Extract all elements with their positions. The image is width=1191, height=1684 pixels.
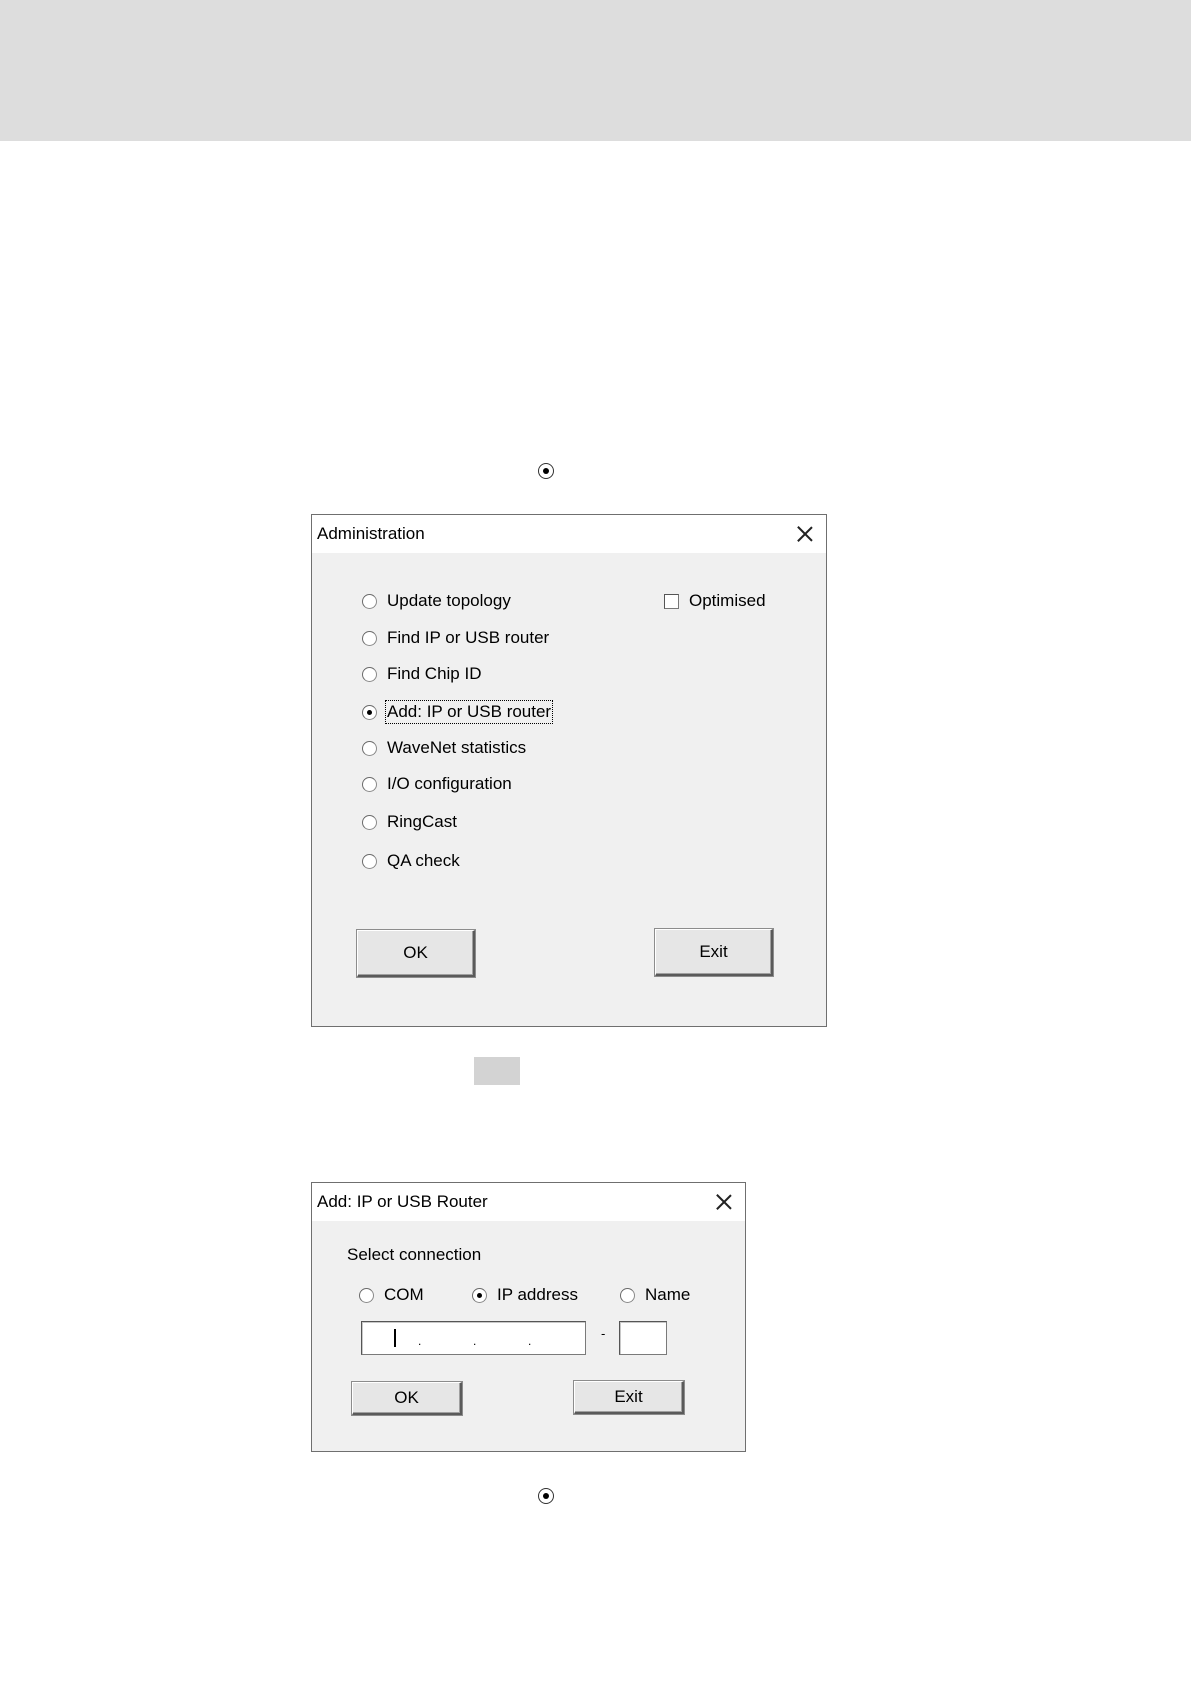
option-io-configuration[interactable] [362, 772, 512, 796]
connection-label: Name [645, 1285, 691, 1304]
close-icon[interactable] [790, 519, 820, 549]
dialog-title: Add: IP or USB Router [317, 1192, 488, 1211]
checkbox-label: Optimised [689, 591, 766, 610]
connection-label: COM [384, 1285, 424, 1304]
option-label: Find Chip ID [387, 664, 482, 683]
option-label: I/O configuration [387, 774, 512, 793]
option-add-ip-or-usb-router[interactable] [362, 700, 551, 724]
optimised-checkbox[interactable] [664, 589, 766, 613]
dialog-titlebar [312, 1183, 745, 1221]
ok-button[interactable]: OK [352, 1382, 462, 1415]
radio-button[interactable] [472, 1288, 487, 1303]
close-icon[interactable] [709, 1187, 739, 1217]
page-header-band [0, 0, 1191, 141]
ip-address-field[interactable] [361, 1321, 586, 1355]
dialog-title: Administration [317, 524, 425, 543]
radio-selected-icon [538, 463, 554, 479]
radio-button[interactable] [362, 777, 377, 792]
radio-button[interactable] [362, 854, 377, 869]
radio-button[interactable] [620, 1288, 635, 1303]
select-connection-label: Select connection [347, 1245, 482, 1264]
radio-button[interactable] [362, 594, 377, 609]
port-field[interactable] [619, 1321, 667, 1355]
connection-ip-address[interactable] [472, 1283, 578, 1307]
option-label: QA check [387, 851, 460, 870]
connection-com[interactable] [359, 1283, 424, 1307]
radio-button[interactable] [362, 815, 377, 830]
ok-button[interactable]: OK [357, 930, 475, 977]
option-find-chip-id[interactable] [362, 662, 481, 686]
option-ringcast[interactable] [362, 810, 457, 834]
radio-button[interactable] [362, 667, 377, 682]
radio-button[interactable] [362, 741, 377, 756]
option-qa-check[interactable] [362, 849, 460, 873]
option-label: Find IP or USB router [387, 628, 550, 647]
exit-button[interactable]: Exit [655, 929, 773, 976]
add-router-dialog [311, 1182, 746, 1452]
option-find-ip-or-usb-router[interactable] [362, 626, 549, 650]
radio-button[interactable] [359, 1288, 374, 1303]
option-wavenet-statistics[interactable] [362, 736, 526, 760]
ip-dot-separator: . [473, 1334, 477, 1348]
option-label: RingCast [387, 812, 457, 831]
ip-dot-separator: . [528, 1334, 532, 1348]
radio-button[interactable] [362, 705, 377, 720]
option-update-topology[interactable] [362, 589, 511, 613]
administration-dialog [311, 514, 827, 1027]
connection-label: IP address [497, 1285, 578, 1304]
ip-dot-separator: . [418, 1334, 422, 1348]
dialog-titlebar [312, 515, 826, 553]
text-caret [394, 1329, 396, 1347]
option-label: Add: IP or USB router [387, 702, 552, 721]
option-label: WaveNet statistics [387, 738, 527, 757]
gray-placeholder-box [474, 1057, 520, 1085]
radio-selected-icon [538, 1488, 554, 1504]
checkbox[interactable] [664, 594, 679, 609]
exit-button[interactable]: Exit [574, 1381, 684, 1414]
radio-button[interactable] [362, 631, 377, 646]
option-label: Update topology [387, 591, 511, 610]
port-separator: - [601, 1326, 606, 1341]
connection-name[interactable] [620, 1283, 690, 1307]
